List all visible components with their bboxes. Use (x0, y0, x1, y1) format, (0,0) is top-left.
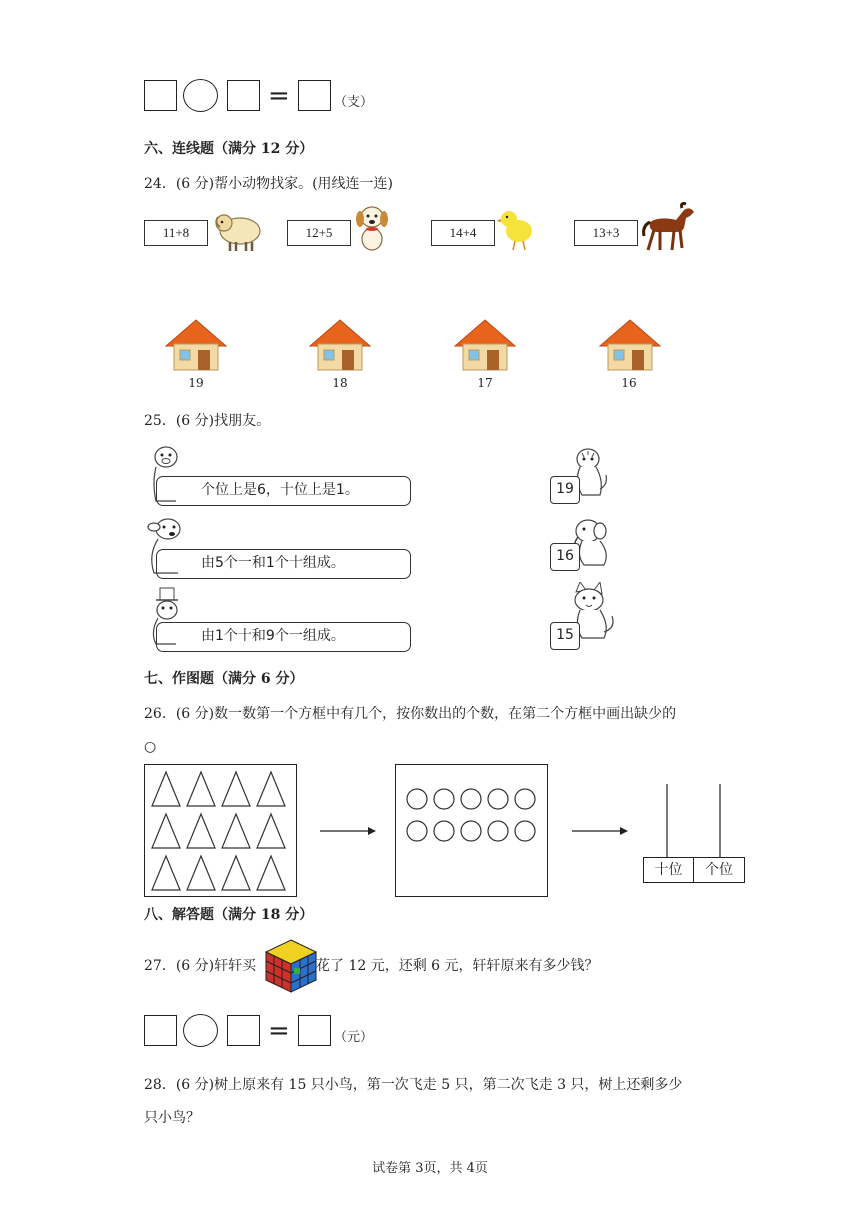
q25-clue-2[interactable]: 由5个一和1个十组成。 (156, 549, 411, 579)
q26-question: 26．(6 分)数一数第一个方框中有几个，按你数出的个数，在第二个方框中画出缺少的 (144, 706, 677, 722)
abacus-rods (643, 784, 747, 858)
q27-operator-circle[interactable] (183, 1014, 218, 1047)
q24-expr-1[interactable]: 11+8 (144, 220, 208, 246)
house-number-2: 18 (332, 376, 348, 390)
house-icon[interactable] (451, 318, 519, 372)
q25-clue-3[interactable]: 由1个十和9个一组成。 (156, 622, 411, 652)
house-icon[interactable] (306, 318, 374, 372)
rubiks-cube-icon (264, 938, 318, 994)
q25-answer-1[interactable]: 19 (550, 476, 580, 504)
q27-equals: = (268, 1016, 290, 1046)
q27-box-1[interactable] (144, 1015, 177, 1046)
q27-question-start: 27．(6 分)轩轩买 (144, 958, 257, 974)
q23-equals: = (268, 81, 290, 111)
q27-unit: （元） (334, 1030, 374, 1045)
section8-title: 八、解答题（满分 18 分） (144, 907, 314, 923)
q25-clue-1[interactable]: 个位上是6，十位上是1。 (156, 476, 411, 506)
q23-answer-box[interactable] (298, 80, 331, 111)
house-icon[interactable] (162, 318, 230, 372)
circle-box[interactable] (395, 764, 549, 898)
q24-expr-4[interactable]: 13+3 (574, 220, 638, 246)
q23-box-1[interactable] (144, 80, 177, 111)
section7-title: 七、作图题（满分 6 分） (144, 671, 304, 687)
q26-question-line2: ○ (144, 739, 157, 755)
q27-box-2[interactable] (227, 1015, 260, 1046)
house-number-3: 17 (477, 376, 493, 390)
q25-question: 25．(6 分)找朋友。 (144, 413, 271, 429)
page-footer: 试卷第 3页，共 4页 (372, 1161, 488, 1176)
chick-icon[interactable] (497, 207, 539, 251)
house-number-4: 16 (621, 376, 637, 390)
horse-icon[interactable] (640, 200, 698, 254)
triangle-box (144, 764, 298, 898)
q24-question: 24．(6 分)帮小动物找家。(用线连一连) (144, 176, 394, 192)
arrow-icon (572, 824, 628, 838)
sheep-icon[interactable] (210, 207, 266, 253)
q24-expr-2[interactable]: 12+5 (287, 220, 351, 246)
dog-icon[interactable] (352, 203, 392, 253)
q28-question-line2: 只小鸟？ (144, 1110, 200, 1126)
section6-title: 六、连线题（满分 12 分） (144, 141, 314, 157)
house-number-1: 19 (188, 376, 204, 390)
q25-answer-2[interactable]: 16 (550, 543, 580, 571)
q27-question-end: 花了 12 元，还剩 6 元，轩轩原来有多少钱？ (316, 958, 599, 974)
q27-answer-box[interactable] (298, 1015, 331, 1046)
place-value-ones: 个位 (693, 857, 745, 883)
q23-box-2[interactable] (227, 80, 260, 111)
q28-question: 28．(6 分)树上原来有 15 只小鸟，第一次飞走 5 只，第二次飞走 3 只，树上还剩多少 (144, 1077, 683, 1093)
q23-unit: （支） (334, 95, 374, 110)
q24-expr-3[interactable]: 14+4 (431, 220, 495, 246)
arrow-icon (320, 824, 376, 838)
house-icon[interactable] (596, 318, 664, 372)
q23-operator-circle[interactable] (183, 79, 218, 112)
q25-answer-3[interactable]: 15 (550, 622, 580, 650)
place-value-tens: 十位 (643, 857, 694, 883)
